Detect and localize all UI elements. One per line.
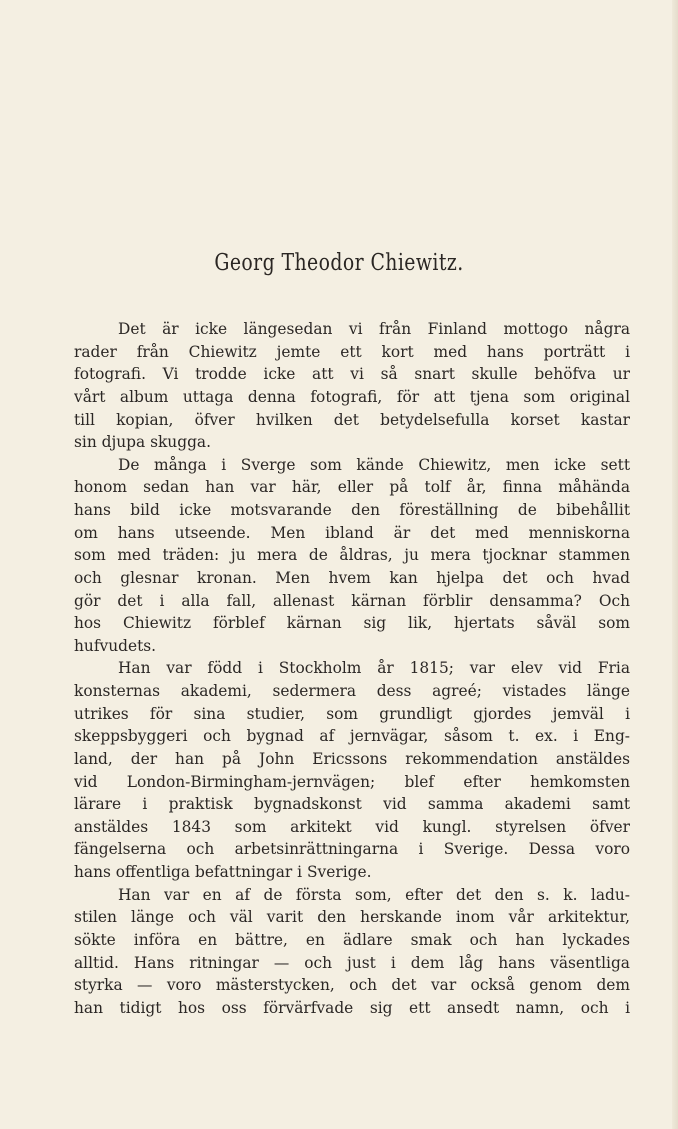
text-line: hos Chiewitz förblef kärnan sig lik, hjertats såväl som [74,614,630,633]
text-line: hans bild icke motsvarande den föreställning de bibehållit [74,501,630,519]
text-line: honom sedan han var här, eller på tolf år, finna måhända [74,478,630,497]
text-line: land, der han på John Ericssons rekommendation anstäldes [74,749,630,768]
text-line: fotografi. Vi trodde icke att vi så snart skulle behöfva ur [74,365,630,384]
text-line: Han var född i Stockholm år 1815; var elev vid Fria [118,659,630,678]
text-line: vårt album uttaga denna fotografi, för att tjena som original [74,387,630,406]
text-line: styrka — voro mästerstycken, och det var också genom dem [74,976,630,995]
text-line: till kopian, öfver hvilken det betydelsefulla korset kastar [74,410,630,429]
text-line: hufvudets. [74,636,157,655]
text-line: sin djupa skugga. [74,433,211,452]
text-line: och glesnar kronan. Men hvem kan hjelpa det och hvad [74,568,630,587]
text-line: fängelserna och arbetsinrättningarna i Sverige. Dessa voro [74,840,630,859]
text-line: om hans utseende. Men ibland är det med menniskorna [74,523,630,542]
text-line: Han var en af de första som, efter det den s. k. ladu- [118,885,630,904]
text-line: hans offentliga befattningar i Sverige. [74,863,372,881]
text-line: alltid. Hans ritningar — och just i dem låg hans väsentliga [74,953,630,972]
body-text [74,318,630,1019]
text-line: stilen länge och väl varit den herskande inom vår arkitektur, [74,908,630,927]
page-edge [672,0,678,1129]
text-line: vid London-Birmingham-jernvägen; blef efter hemkomsten [74,772,630,791]
text-line: skeppsbyggeri och bygnad af jernvägar, såsom t. ex. i Eng- [74,727,630,746]
text-line: gör det i alla fall, allenast kärnan förblir densamma? Och [74,591,630,610]
page-title: Georg Theodor Chiewitz. [214,250,464,276]
text-line: konsternas akademi, sedermera dess agreé; vistades länge [74,682,630,700]
text-line: lärare i praktisk bygnadskonst vid samma akademi samt [74,795,630,814]
text-line: sökte införa en bättre, en ädlare smak och han lyckades [74,930,630,949]
text-line: Det är icke längesedan vi från Finland mottogo några [118,320,630,338]
text-line: De många i Sverge som kände Chiewitz, men icke sett [118,455,630,474]
text-line: rader från Chiewitz jemte ett kort med hans porträtt i [74,342,630,361]
text-line: utrikes för sina studier, som grundligt gjordes jemväl i [74,704,630,723]
text-line: som med träden: ju mera de åldras, ju mera tjocknar stammen [74,546,630,565]
text-line: han tidigt hos oss förvärfvade sig ett ansedt namn, och i [74,998,630,1017]
text-line: anstäldes 1843 som arkitekt vid kungl. styrelsen öfver [74,817,630,836]
